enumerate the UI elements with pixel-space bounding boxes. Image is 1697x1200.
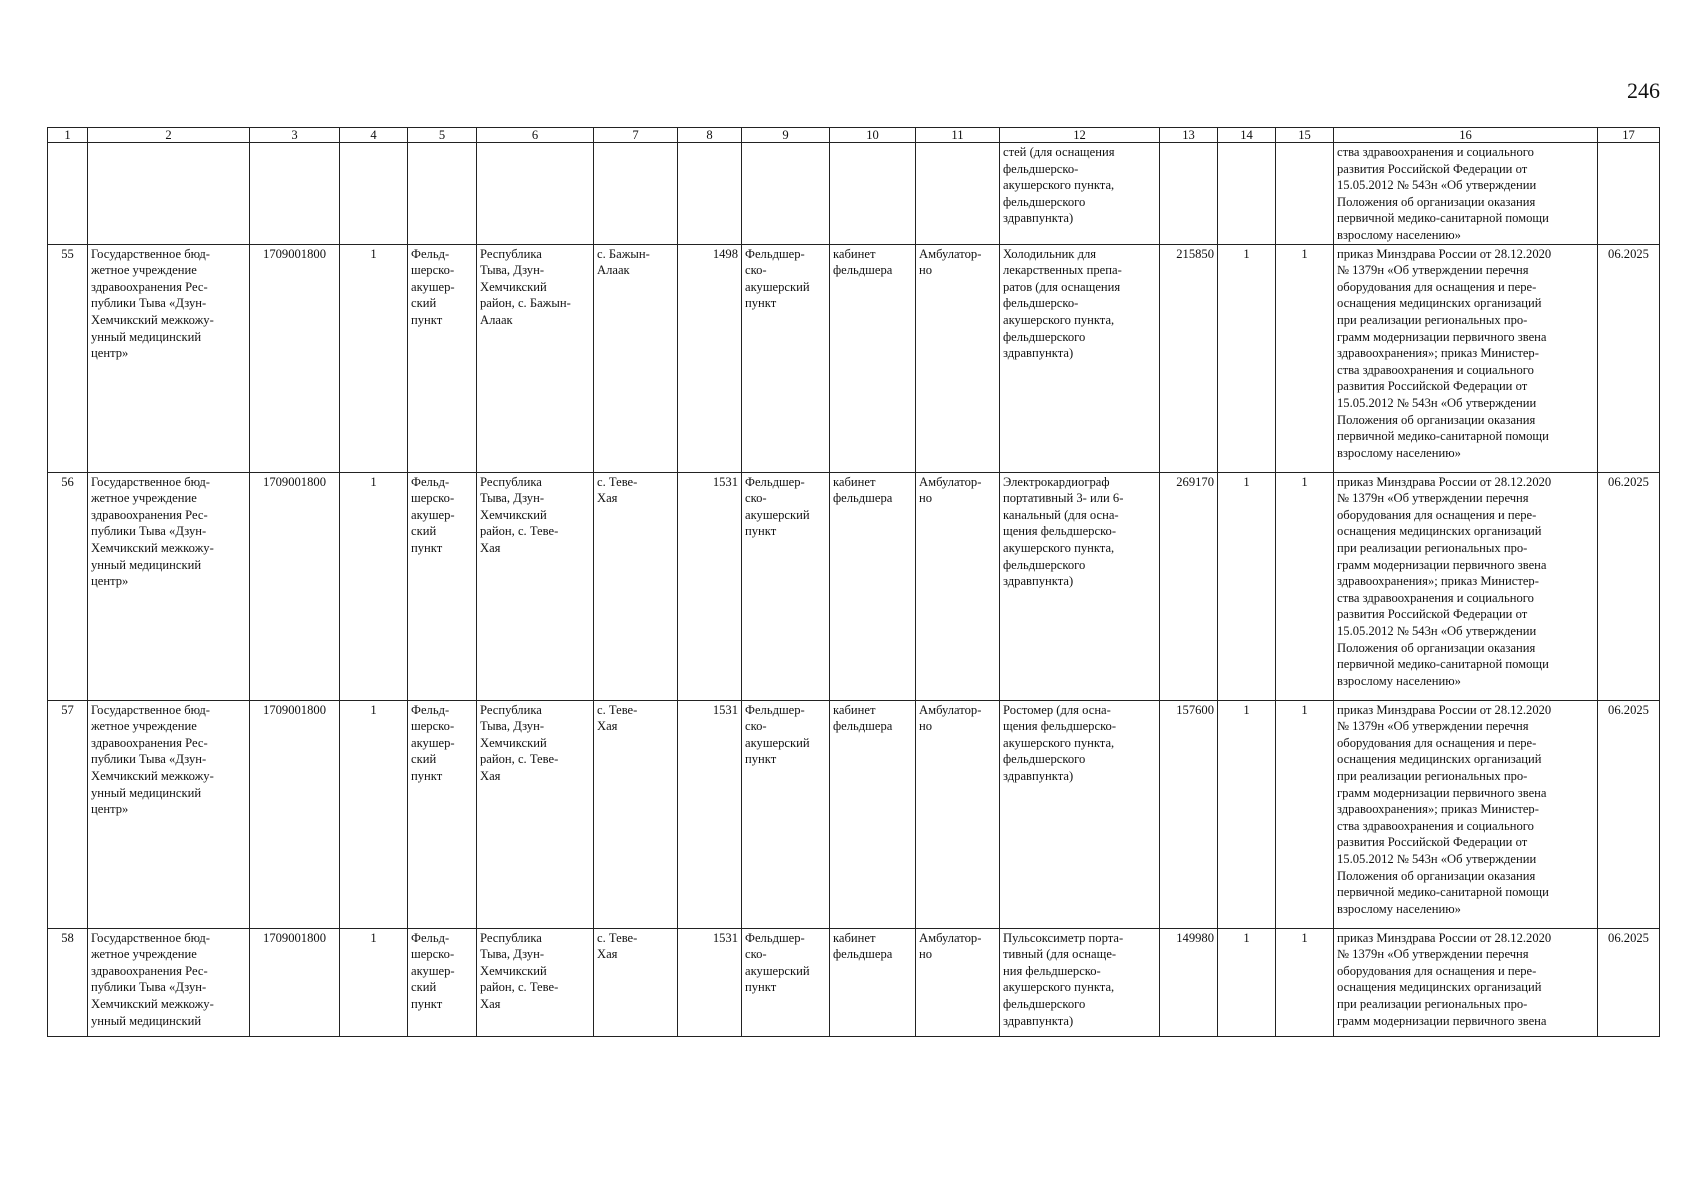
cell-equipment: Пульсоксиметр порта- тивный (для оснаще- ния фельдшерско- акушерского пункта, фельдшерского здравпункта) <box>1000 928 1160 1036</box>
cell-col4: 1 <box>340 244 408 472</box>
cell-unit-type: Фельд- шерско- акушер- ский пункт <box>408 472 477 700</box>
col-header: 9 <box>742 128 830 143</box>
cell-unit-name: Фельдшер- ско- акушерский пункт <box>742 928 830 1036</box>
cell-care-type: Амбулатор- но <box>916 472 1000 700</box>
cell-institution: Государственное бюд- жетное учреждение здравоохранения Рес- публики Тыва «Дзун- Хемчикский межкожу- унный медицинский центр» <box>88 244 250 472</box>
cell-qty-b: 1 <box>1276 244 1334 472</box>
cell-care-type: Амбулатор- но <box>916 928 1000 1036</box>
col-header: 12 <box>1000 128 1160 143</box>
cell-number: 56 <box>48 472 88 700</box>
cell-date: 06.2025 <box>1598 700 1660 928</box>
cell-unit-name: Фельдшер- ско- акушерский пункт <box>742 472 830 700</box>
cell-unit-type: Фельд- шерско- акушер- ский пункт <box>408 244 477 472</box>
cell-inn <box>250 143 340 245</box>
cell-qty-a: 1 <box>1218 928 1276 1036</box>
cell-room: кабинет фельдшера <box>830 244 916 472</box>
cell-institution: Государственное бюд- жетное учреждение здравоохранения Рес- публики Тыва «Дзун- Хемчикский межкожу- унный медицинский <box>88 928 250 1036</box>
cell-date: 06.2025 <box>1598 472 1660 700</box>
cell-price: 215850 <box>1160 244 1218 472</box>
cell-room: кабинет фельдшера <box>830 928 916 1036</box>
cell-inn: 1709001800 <box>250 244 340 472</box>
table-row <box>48 244 1660 472</box>
col-header: 1 <box>48 128 88 143</box>
cell-inn: 1709001800 <box>250 472 340 700</box>
col-header: 17 <box>1598 128 1660 143</box>
cell-price: 157600 <box>1160 700 1218 928</box>
cell-settlement: с. Теве- Хая <box>594 928 678 1036</box>
cell-inn: 1709001800 <box>250 700 340 928</box>
cell-unit-name <box>742 143 830 245</box>
table-row <box>48 472 1660 700</box>
cell-qty-b: 1 <box>1276 928 1334 1036</box>
cell-unit-name: Фельдшер- ско- акушерский пункт <box>742 700 830 928</box>
cell-date: 06.2025 <box>1598 244 1660 472</box>
cell-equipment: Электрокардиограф портативный 3- или 6- канальный (для осна- щения фельдшерско- акушерского пункта, фельдшерского здравпункта) <box>1000 472 1160 700</box>
cell-population <box>678 143 742 245</box>
cell-basis: приказ Минздрава России от 28.12.2020 № 1379н «Об утверждении перечня оборудования для оснащения и пере- оснащения медицинских организаций при реализации региональных про- грамм модернизации первичного звена здравоохранения»; приказ Министер- ства здравоохранения и социального развития Российской Федерации от 15.05.2012 № 543н «Об утверждении Положения об организации оказания первичной медико-санитарной помощи взрослому населению» <box>1334 700 1598 928</box>
table-row <box>48 928 1660 1036</box>
cell-equipment: стей (для оснащения фельдшерско- акушерского пункта, фельдшерского здравпункта) <box>1000 143 1160 245</box>
cell-basis: приказ Минздрава России от 28.12.2020 № 1379н «Об утверждении перечня оборудования для оснащения и пере- оснащения медицинских организаций при реализации региональных про- грамм модернизации первичного звена здравоохранения»; приказ Министер- ства здравоохранения и социального развития Российской Федерации от 15.05.2012 № 543н «Об утверждении Положения об организации оказания первичной медико-санитарной помощи взрослому населению» <box>1334 244 1598 472</box>
cell-population: 1531 <box>678 700 742 928</box>
cell-institution: Государственное бюд- жетное учреждение здравоохранения Рес- публики Тыва «Дзун- Хемчикский межкожу- унный медицинский центр» <box>88 700 250 928</box>
cell-settlement <box>594 143 678 245</box>
cell-col4 <box>340 143 408 245</box>
cell-inn: 1709001800 <box>250 928 340 1036</box>
page-number: 246 <box>1627 78 1660 103</box>
cell-settlement: с. Теве- Хая <box>594 700 678 928</box>
cell-address: Республика Тыва, Дзун- Хемчикский район, с. Бажын- Алаак <box>477 244 594 472</box>
col-header: 6 <box>477 128 594 143</box>
col-header: 3 <box>250 128 340 143</box>
cell-care-type: Амбулатор- но <box>916 700 1000 928</box>
cell-qty-b: 1 <box>1276 700 1334 928</box>
col-header: 7 <box>594 128 678 143</box>
cell-room: кабинет фельдшера <box>830 700 916 928</box>
cell-unit-name: Фельдшер- ско- акушерский пункт <box>742 244 830 472</box>
cell-population: 1498 <box>678 244 742 472</box>
cell-number <box>48 143 88 245</box>
cell-number: 55 <box>48 244 88 472</box>
cell-price: 149980 <box>1160 928 1218 1036</box>
cell-equipment: Ростомер (для осна- щения фельдшерско- акушерского пункта, фельдшерского здравпункта) <box>1000 700 1160 928</box>
col-header: 11 <box>916 128 1000 143</box>
cell-qty-a <box>1218 143 1276 245</box>
col-header: 4 <box>340 128 408 143</box>
equipment-table <box>47 127 1660 1037</box>
col-header: 2 <box>88 128 250 143</box>
cell-basis: ства здравоохранения и социального развития Российской Федерации от 15.05.2012 № 543н «Об утверждении Положения об организации оказания первичной медико-санитарной помощи взрослому населению» <box>1334 143 1598 245</box>
cell-address: Республика Тыва, Дзун- Хемчикский район, с. Теве- Хая <box>477 928 594 1036</box>
col-header: 16 <box>1334 128 1598 143</box>
cell-basis: приказ Минздрава России от 28.12.2020 № 1379н «Об утверждении перечня оборудования для оснащения и пере- оснащения медицинских организаций при реализации региональных про- грамм модернизации первичного звена здравоохранения»; приказ Министер- ства здравоохранения и социального развития Российской Федерации от 15.05.2012 № 543н «Об утверждении Положения об организации оказания первичной медико-санитарной помощи взрослому населению» <box>1334 472 1598 700</box>
cell-price: 269170 <box>1160 472 1218 700</box>
cell-settlement: с. Теве- Хая <box>594 472 678 700</box>
column-number-row <box>48 128 1660 143</box>
cell-price <box>1160 143 1218 245</box>
cell-room: кабинет фельдшера <box>830 472 916 700</box>
cell-address: Республика Тыва, Дзун- Хемчикский район, с. Теве- Хая <box>477 472 594 700</box>
cell-qty-a: 1 <box>1218 472 1276 700</box>
cell-unit-type: Фельд- шерско- акушер- ский пункт <box>408 700 477 928</box>
cell-basis: приказ Минздрава России от 28.12.2020 № 1379н «Об утверждении перечня оборудования для оснащения и пере- оснащения медицинских организаций при реализации региональных про- грамм модернизации первичного звена <box>1334 928 1598 1036</box>
cell-qty-a: 1 <box>1218 700 1276 928</box>
cell-col4: 1 <box>340 700 408 928</box>
table-row <box>48 700 1660 928</box>
col-header: 15 <box>1276 128 1334 143</box>
col-header: 5 <box>408 128 477 143</box>
cell-care-type <box>916 143 1000 245</box>
col-header: 10 <box>830 128 916 143</box>
col-header: 14 <box>1218 128 1276 143</box>
col-header: 13 <box>1160 128 1218 143</box>
cell-number: 57 <box>48 700 88 928</box>
col-header: 8 <box>678 128 742 143</box>
cell-number: 58 <box>48 928 88 1036</box>
cell-qty-a: 1 <box>1218 244 1276 472</box>
cell-qty-b: 1 <box>1276 472 1334 700</box>
cell-unit-type: Фельд- шерско- акушер- ский пункт <box>408 928 477 1036</box>
cell-date: 06.2025 <box>1598 928 1660 1036</box>
cell-unit-type <box>408 143 477 245</box>
cell-qty-b <box>1276 143 1334 245</box>
cell-address <box>477 143 594 245</box>
cell-population: 1531 <box>678 928 742 1036</box>
cell-care-type: Амбулатор- но <box>916 244 1000 472</box>
cell-col4: 1 <box>340 472 408 700</box>
cell-equipment: Холодильник для лекарственных препа- ратов (для оснащения фельдшерско- акушерского пункта, фельдшерского здравпункта) <box>1000 244 1160 472</box>
cell-date <box>1598 143 1660 245</box>
cell-population: 1531 <box>678 472 742 700</box>
table-row-continuation <box>48 143 1660 245</box>
cell-col4: 1 <box>340 928 408 1036</box>
cell-settlement: с. Бажын- Алаак <box>594 244 678 472</box>
cell-room <box>830 143 916 245</box>
cell-institution <box>88 143 250 245</box>
cell-institution: Государственное бюд- жетное учреждение здравоохранения Рес- публики Тыва «Дзун- Хемчикский межкожу- унный медицинский центр» <box>88 472 250 700</box>
cell-address: Республика Тыва, Дзун- Хемчикский район, с. Теве- Хая <box>477 700 594 928</box>
